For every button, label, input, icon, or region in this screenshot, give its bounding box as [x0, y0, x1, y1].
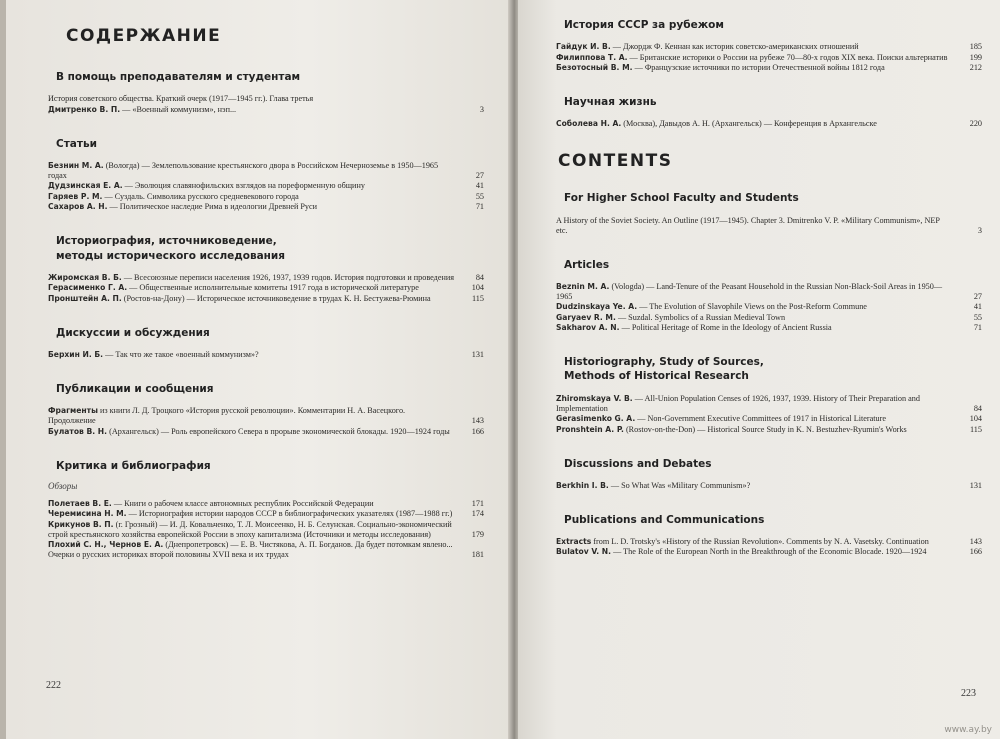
section-title	[556, 513, 986, 527]
entry-title: — «Военный коммунизм», нэп...	[122, 104, 237, 114]
toc-entries	[556, 119, 986, 129]
entry-page-number: 174	[471, 509, 484, 519]
entry-title: (Днепропетровск) — Е. В. Чистякова, А. П. Богданов. Да будет потомкам явлено... Очерки о русских историках второй половины XVII века и их трудах	[48, 540, 453, 560]
entry-author: Zhiromskaya V. B.	[556, 393, 633, 403]
entry-author: Безнин М. А.	[48, 160, 104, 170]
section-title-line: Критика и библиография	[56, 459, 211, 472]
toc-entries	[556, 282, 986, 334]
toc-entry	[48, 540, 488, 560]
entry-page-number: 166	[471, 426, 484, 436]
toc-section	[48, 382, 488, 437]
entry-title: (г. Грозный) — И. Д. Ковальченко, Т. Л. Моисеенко, Н. Б. Селунская. Социально-экономический строй крестьянского хозяйства европейской России в эпоху капитализма (Источники и методы исследования)	[48, 519, 452, 539]
toc-entry	[556, 119, 986, 129]
toc-section	[48, 234, 488, 303]
entry-page-number: 104	[969, 414, 982, 424]
entry-author: Пронштейн А. П.	[48, 293, 122, 303]
section-title	[556, 355, 986, 383]
right-page-content	[556, 18, 986, 579]
entry-title: from L. D. Trotsky's «History of the Russian Revolution». Comments by N. A. Vasetsky. Continuation	[593, 536, 929, 546]
entry-author: Pronshtein A. P.	[556, 424, 624, 434]
entry-title: — So What Was «Military Communism»?	[610, 480, 751, 490]
toc-entry	[556, 282, 986, 302]
entry-page-number: 84	[475, 272, 484, 282]
toc-entry	[556, 302, 986, 312]
entry-page-number: 181	[471, 550, 484, 560]
section-title-line: Historiography, Study of Sources,	[564, 356, 764, 369]
entry-author: Bulatov V. N.	[556, 547, 612, 557]
section-title-line: методы исторического исследования	[56, 249, 286, 262]
entry-author: Герасименко Г. А.	[48, 283, 128, 293]
entry-title: — Книги о рабочем классе автономных республик Российской Федерации	[113, 498, 374, 508]
section-title-line: Статьи	[56, 137, 97, 150]
entry-title: (Vologda) — Land-Tenure of the Peasant Household in the Russian Non-Black-Soil Areas in 1950—1965	[556, 281, 943, 301]
entry-title: (Rostov-on-the-Don) — Historical Source Study in K. N. Bestuzhev-Ryumin's Works	[625, 424, 907, 434]
page-number: 223	[961, 688, 976, 699]
entry-title: — Всесоюзные переписи населения 1926, 1937, 1939 годов. История подготовки и проведения	[123, 272, 455, 282]
entry-title: — Историография истории народов СССР в библиографических указателях (1987—1988 гг.)	[128, 509, 453, 519]
entry-author: Фрагменты	[48, 406, 98, 416]
entry-author: Dudzinskaya Ye. A.	[556, 302, 638, 312]
toc-section	[48, 459, 488, 561]
entry-title: — Британские историки о России на рубеже 70—80-х годов XIX века. Поиски альтернатив	[629, 52, 948, 62]
entry-page-number: 171	[471, 498, 484, 508]
toc-entries	[48, 94, 488, 115]
entry-author: Жиромская В. Б.	[48, 272, 122, 282]
entry-title: из книги Л. Д. Троцкого «История русской революции». Комментарии Н. А. Васецкого. Продолжение	[48, 406, 406, 426]
entry-title: — The Evolution of Slavophile Views on the Post-Reform Commune	[639, 302, 867, 312]
entry-title: — The Role of the European North in the Breakthrough of the Economic Blocade. 1920—1924	[613, 547, 927, 557]
entry-author: Плохий С. Н., Чернов Е. А.	[48, 540, 164, 550]
toc-entries	[556, 481, 986, 491]
entry-page-number: 104	[471, 283, 484, 293]
toc-entry	[556, 394, 986, 414]
entry-title: — Суздаль. Символика русского средневекового города	[104, 191, 299, 201]
section-title	[556, 18, 986, 32]
toc-section	[48, 137, 488, 213]
toc-entry	[48, 294, 488, 304]
entry-author: Sakharov A. N.	[556, 323, 620, 333]
entry-author: Garyaev R. M.	[556, 312, 616, 322]
toc-entries	[556, 42, 986, 73]
entry-title: — All-Union Population Censes of 1926, 1937, 1939. History of Their Preparation and Implementation	[556, 393, 920, 413]
section-title-line: Историография, источниковедение,	[56, 235, 277, 248]
toc-entry	[556, 53, 986, 63]
toc-entries	[48, 161, 488, 213]
entry-author: Черемисина Н. М.	[48, 509, 127, 519]
toc-entries	[556, 394, 986, 435]
entry-title: — Общественные исполнительные комитеты 1917 года в исторической литературе	[129, 283, 419, 293]
entry-page-number: 27	[973, 291, 982, 301]
entry-author: Beznin M. A.	[556, 281, 610, 291]
entry-title: — Французские источники по истории Отечественной войны 1812 года	[634, 63, 885, 73]
toc-entries	[556, 216, 986, 236]
section-title	[556, 457, 986, 471]
toc-entries	[556, 537, 986, 558]
section-title-line: История СССР за рубежом	[564, 19, 724, 31]
entry-page-number: 41	[475, 181, 484, 191]
entry-title: — Political Heritage of Rome in the Ideology of Ancient Russia	[621, 323, 832, 333]
section-title	[556, 258, 986, 272]
toc-entries	[48, 273, 488, 304]
toc-entry	[48, 509, 488, 519]
entry-title: — Эволюция славянофильских взглядов на пореформенную общину	[124, 181, 365, 191]
section-title	[556, 191, 986, 205]
toc-entry	[48, 161, 488, 181]
section-subtitle: Обзоры	[48, 480, 78, 491]
toc-section	[556, 457, 986, 491]
entry-page-number: 3	[977, 225, 982, 235]
section-title-line: Discussions and Debates	[564, 457, 712, 470]
right-page	[518, 0, 1000, 739]
entry-title: — Политическое наследие Рима в идеологии Древней Руси	[109, 202, 318, 212]
entry-page-number: 71	[475, 202, 484, 212]
toc-entry	[556, 42, 986, 52]
entry-author: Gerasimenko G. A.	[556, 414, 636, 424]
section-title-line: For Higher School Faculty and Students	[564, 192, 799, 205]
entry-title: История советского общества. Краткий очерк (1917—1945 гг.). Глава третья	[48, 94, 314, 104]
section-title-line: Methods of Historical Research	[564, 370, 749, 383]
toc-section	[556, 18, 986, 73]
entry-author: Гайдук И. В.	[556, 42, 611, 52]
toc-entries	[48, 499, 488, 561]
section-title	[48, 459, 488, 473]
left-page	[6, 0, 512, 739]
entry-page-number: 220	[969, 119, 982, 129]
entry-title: — Suzdal. Symbolics of a Russian Medieval Town	[617, 312, 786, 322]
entry-page-number: 212	[969, 63, 982, 73]
toc-entry	[556, 537, 986, 547]
section-title-line: Научная жизнь	[564, 96, 657, 109]
section-title-line: Publications and Communications	[564, 513, 765, 526]
toc-section	[556, 513, 986, 558]
entry-title: (Москва), Давыдов А. Н. (Архангельск) — Конференция в Архангельске	[623, 119, 877, 129]
entry-author: Соболева Н. А.	[556, 119, 622, 129]
toc-section	[556, 95, 986, 129]
section-title-line: Публикации и сообщения	[56, 382, 214, 395]
toc-entries	[48, 406, 488, 437]
page-title: СОДЕРЖАНИЕ	[66, 26, 222, 46]
toc-entry	[48, 192, 488, 202]
toc-sections-ru-continued	[556, 18, 986, 129]
toc-entry	[556, 481, 986, 491]
entry-author: Булатов В. Н.	[48, 426, 108, 436]
entry-page-number: 115	[970, 424, 982, 434]
entry-title: (Вологда) — Землепользование крестьянского двора в Российском Нечерноземье в 1950—1965 годах	[48, 160, 439, 180]
entry-author: Berkhin I. B.	[556, 480, 609, 490]
entry-author: Сахаров А. Н.	[48, 202, 108, 212]
entry-page-number: 199	[969, 52, 982, 62]
toc-entry	[556, 216, 986, 236]
toc-entry	[48, 202, 488, 212]
toc-entry	[556, 313, 986, 323]
toc-section	[48, 70, 488, 115]
toc-entry	[48, 273, 488, 283]
section-title	[48, 137, 488, 151]
entry-page-number: 185	[969, 42, 982, 52]
entry-title: (Архангельск) — Роль европейского Севера в прорыве экономической блокады. 1920—1924 годы	[109, 426, 450, 436]
entry-title: A History of the Soviet Society. An Outline (1917—1945). Chapter 3. Dmitrenko V. P. «Military Communism», NEP etc.	[556, 215, 940, 235]
toc-sections-en	[556, 191, 986, 557]
toc-section	[556, 355, 986, 434]
section-title	[48, 326, 488, 340]
toc-entry	[48, 520, 488, 540]
entry-page-number: 166	[969, 547, 982, 557]
toc-entry	[48, 350, 488, 360]
section-title	[48, 382, 488, 396]
toc-entry	[556, 63, 986, 73]
entry-page-number: 55	[475, 191, 484, 201]
toc-entry	[556, 414, 986, 424]
watermark: www.ay.by	[944, 725, 992, 735]
entry-page-number: 27	[475, 170, 484, 180]
toc-entry	[556, 425, 986, 435]
toc-entry	[48, 406, 488, 426]
toc-entry	[556, 547, 986, 557]
toc-entry	[556, 323, 986, 333]
entry-page-number: 143	[969, 536, 982, 546]
entry-page-number: 71	[973, 323, 982, 333]
section-title-line: Articles	[564, 258, 610, 271]
entry-page-number: 143	[471, 416, 484, 426]
left-page-content	[48, 24, 488, 582]
entry-title: — Non-Government Executive Committees of 1917 in Historical Literature	[637, 414, 887, 424]
section-title-line: В помощь преподавателям и студентам	[56, 71, 301, 83]
entry-author: Гаряев Р. М.	[48, 191, 103, 201]
toc-sections-ru	[48, 70, 488, 560]
entry-title: — Так что же такое «военный коммунизм»?	[105, 349, 259, 359]
entry-page-number: 115	[472, 293, 484, 303]
entry-title: — Джордж Ф. Кеннан как историк советско-американских отношений	[612, 42, 859, 52]
toc-entry	[48, 105, 488, 115]
toc-entries	[48, 350, 488, 360]
toc-entry	[48, 181, 488, 191]
toc-section	[48, 326, 488, 360]
toc-entry	[48, 427, 488, 437]
entry-author: Дудзинская Е. А.	[48, 181, 123, 191]
entry-page-number: 84	[973, 403, 982, 413]
section-title	[48, 70, 488, 84]
entry-author: Дмитренко В. П.	[48, 104, 121, 114]
entry-author: Филиппова Т. А.	[556, 52, 628, 62]
toc-section	[556, 258, 986, 334]
entry-author: Полетаев В. Е.	[48, 498, 112, 508]
entry-page-number: 55	[973, 312, 982, 322]
entry-author: Extracts	[556, 536, 592, 546]
entry-author: Крикунов В. П.	[48, 519, 114, 529]
entry-page-number: 131	[969, 480, 982, 490]
entry-page-number: 41	[973, 302, 982, 312]
section-title	[556, 95, 986, 109]
entry-title: (Ростов-на-Дону) — Историческое источниковедение в трудах К. Н. Бестужева-Рюмина	[123, 293, 431, 303]
section-title	[48, 234, 488, 262]
toc-entry	[48, 283, 488, 293]
entry-page-number: 131	[471, 349, 484, 359]
toc-entry	[48, 94, 488, 104]
toc-entry	[48, 499, 488, 509]
toc-section	[556, 191, 986, 235]
section-title-line: Дискуссии и обсуждения	[56, 326, 210, 339]
entry-page-number: 3	[479, 104, 484, 114]
entry-page-number: 179	[471, 529, 484, 539]
entry-author: Берхин И. Б.	[48, 349, 104, 359]
page-title: CONTENTS	[558, 151, 673, 172]
page-number: 222	[46, 680, 61, 691]
entry-author: Безотосный В. М.	[556, 63, 633, 73]
